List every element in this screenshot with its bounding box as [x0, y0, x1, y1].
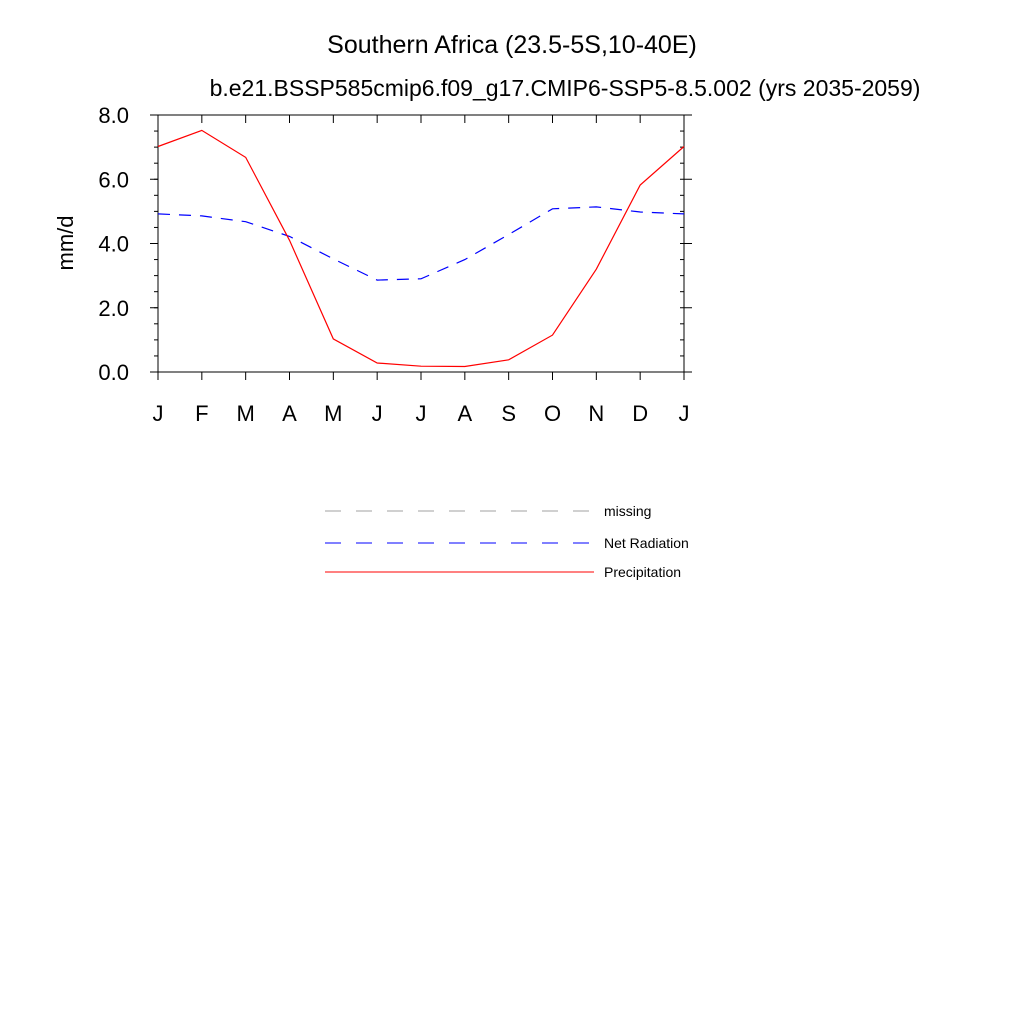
- x-tick-label: M: [236, 401, 255, 426]
- x-tick-label: O: [543, 401, 562, 426]
- axes: [98, 103, 692, 426]
- series-line-net-radiation: [158, 207, 684, 280]
- chart-title: Southern Africa (23.5-5S,10-40E): [327, 31, 697, 59]
- x-tick-label: D: [632, 401, 649, 426]
- y-tick-label: 4.0: [98, 231, 129, 257]
- legend-label: Net Radiation: [604, 535, 689, 551]
- x-tick-label: A: [457, 401, 473, 426]
- legend-label: missing: [604, 503, 652, 519]
- y-axis-label: mm/d: [53, 215, 78, 271]
- x-tick-label: A: [282, 401, 297, 426]
- y-tick-label: 2.0: [98, 295, 129, 321]
- x-tick-label: J: [415, 401, 427, 426]
- chart-subtitle: b.e21.BSSP585cmip6.f09_g17.CMIP6-SSP5-8.5.002 (yrs 2035-2059): [209, 75, 921, 101]
- x-tick-label: J: [678, 401, 690, 426]
- x-tick-label: F: [195, 401, 209, 426]
- legend-label: Precipitation: [604, 564, 682, 580]
- y-tick-label: 8.0: [98, 103, 129, 128]
- x-tick-label: J: [152, 401, 164, 426]
- x-tick-label: J: [371, 401, 383, 426]
- x-tick-label: S: [501, 401, 517, 426]
- x-tick-label: N: [588, 401, 605, 426]
- series-layer: [158, 130, 684, 366]
- y-tick-label: 0.0: [98, 360, 129, 385]
- legend: [325, 503, 689, 580]
- series-line-precipitation: [158, 130, 684, 366]
- y-tick-label: 6.0: [98, 167, 129, 193]
- plot-frame: [158, 115, 684, 372]
- x-tick-label: M: [324, 401, 343, 426]
